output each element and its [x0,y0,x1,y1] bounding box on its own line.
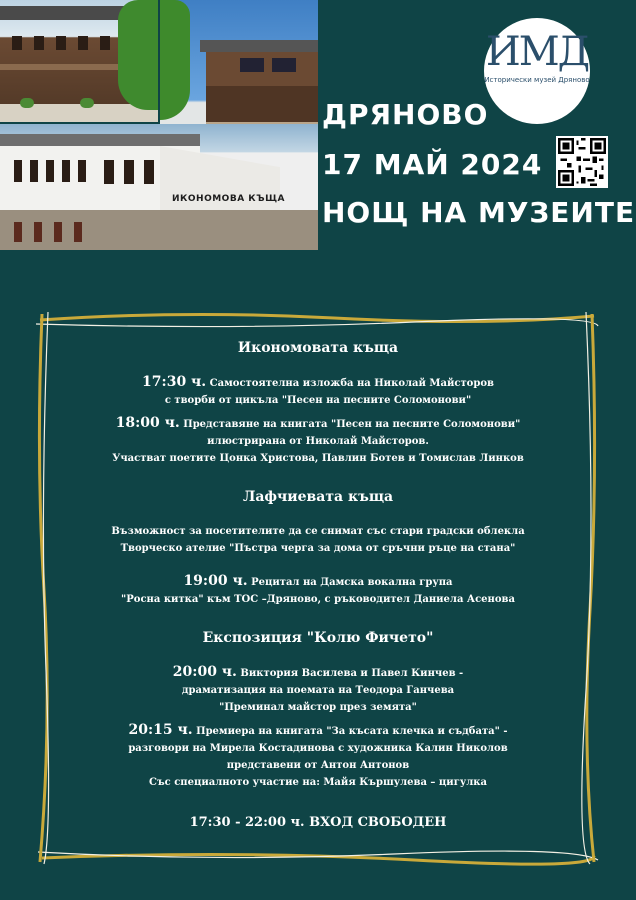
entry-line: Участват поетите Цонка Христова, Павлин Ботев и Томислав Линков [112,453,524,464]
headline-city: ДРЯНОВО [322,98,489,131]
entry-line: Виктория Василева и Павел Кинчев - [240,668,464,679]
entry-line: Рецитал на Дамска вокална група [251,577,453,588]
program-entry [44,722,592,791]
program-entry [44,573,592,608]
section-ikonomova [44,340,592,467]
entry-time: 20:15 ч. [128,722,193,738]
entry-line: Възможност за посетителите да се снимат със стари градски облекла [111,526,525,537]
logo-museum-name: Исторически музей Дряново [484,76,590,84]
program [44,340,592,797]
entry-line: "Росна китка" към ТОС –Дряново, с ръководител Даниела Асенова [121,594,515,605]
entry-line: с творби от цикъла "Песен на песните Соломонови" [164,395,472,406]
entry-line: Премиера на книгата "За късата клечка и съдбата" - [196,726,508,737]
entry-line: "Преминал майстор през земята" [219,702,417,713]
entry-line: разговори на Мирела Костадинова с художника Калин Николов [128,743,508,754]
entry-line: представени от Антон Антонов [226,760,410,771]
section-title: Икономовата къща [237,340,399,356]
section-kolyu-ficheto [44,630,592,791]
program-entry [44,374,592,409]
ikonomova-plaque: ИКОНОМОВА КЪЩА [172,194,285,204]
headline-date: 17 МАЙ 2024 [322,148,543,181]
entry-line: драматизация на поемата на Теодора Ганчева [181,685,455,696]
section-title: Лафчиевата къща [242,489,394,505]
entry-time: 17:30 ч. [142,374,207,390]
program-entry [44,523,592,557]
entry-line: Със специалното участие на: Майя Кършулева – цигулка [149,777,487,788]
entry-line: Творческо ателие "Пъстра черга за дома от сръчни ръце на стана" [120,543,516,554]
photo-ikonomova-house [0,124,318,250]
photo-old-house [0,0,158,122]
museum-logo [484,18,590,124]
qr-code[interactable] [556,136,608,188]
entry-line: илюстрирана от Николай Майсторов. [207,436,429,447]
section-title: Експозиция "Колю Фичето" [202,630,434,646]
program-entry [44,664,592,716]
headline-event: НОЩ НА МУЗЕИТЕ [322,196,636,229]
entry-line: Представяне на книгата "Песен на песните Соломонови" [183,419,521,430]
logo-monogram: ИМД [485,29,589,75]
opening-hours-free-entry: 17:30 - 22:00 ч. ВХОД СВОБОДЕН [189,815,447,830]
section-lafchieva [44,489,592,608]
entry-time: 19:00 ч. [183,573,248,589]
entry-time: 20:00 ч. [172,664,237,680]
entry-time: 18:00 ч. [115,415,180,431]
photo-collage [0,0,318,250]
entry-line: Самостоятелна изложба на Николай Майсторов [209,378,494,389]
program-entry [44,415,592,467]
